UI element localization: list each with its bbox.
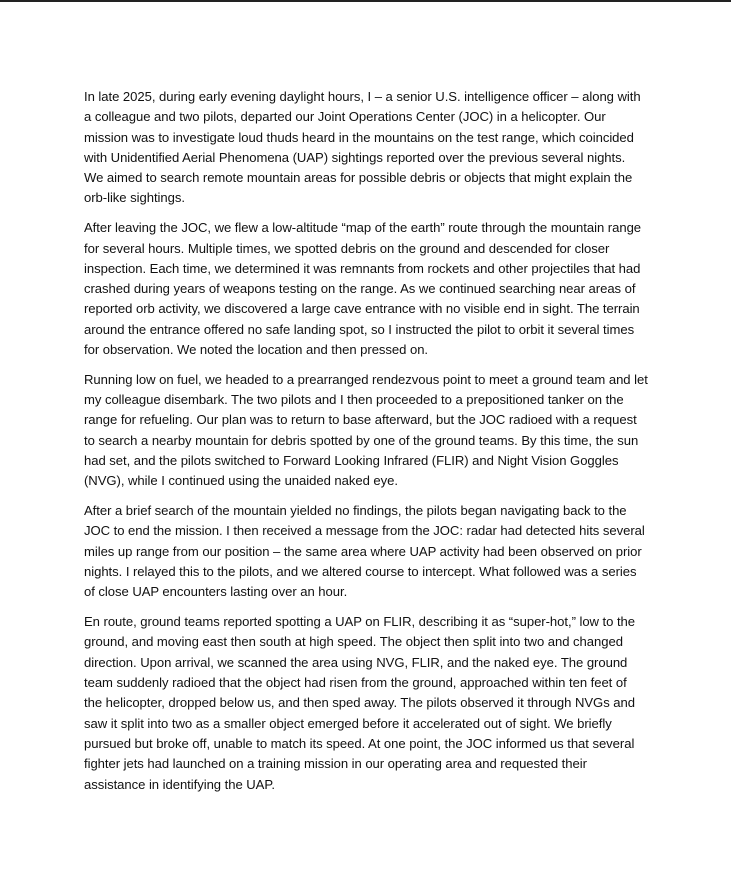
top-border-line	[0, 0, 731, 2]
paragraph-1: In late 2025, during early evening daylight hours, I – a senior U.S. intelligence officer – along with a colleague and two pilots, departed our Joint Operations Center (JOC) in a helicopter. Our mission was to investigate loud thuds heard in the mountains on the test range, which coincided with Unidentified Aerial Phenomena (UAP) sightings reported over the previous several nights. We aimed to search remote mountain areas for possible debris or objects that might explain the orb-like sightings.	[84, 89, 641, 206]
document-body	[84, 87, 648, 804]
paragraph-2: After leaving the JOC, we flew a low-altitude “map of the earth” route through the mountain range for several hours. Multiple times, we spotted debris on the ground and descended for closer inspection. Each time, we determined it was remnants from rockets and other projectiles that had crashed during years of weapons testing on the range. As we continued searching near areas of reported orb activity, we discovered a large cave entrance with no visible end in sight. The terrain around the entrance offered no safe landing spot, so I instructed the pilot to orbit it several times for observation. We noted the location and then pressed on.	[84, 220, 642, 358]
paragraph-4: After a brief search of the mountain yielded no findings, the pilots began navigating back to the JOC to end the mission. I then received a message from the JOC: radar had detected hits several miles up range from our position – the same area where UAP activity had been observed on prior nights. I relayed this to the pilots, and we altered course to intercept. What followed was a series of close UAP encounters lasting over an hour.	[84, 503, 645, 600]
paragraph-3: Running low on fuel, we headed to a prearranged rendezvous point to meet a ground team and let my colleague disembark. The two pilots and I then proceeded to a prepositioned tanker on the range for refueling. Our plan was to return to base afterward, but the JOC radioed with a request to search a nearby mountain for debris spotted by one of the ground teams. By this time, the sun had set, and the pilots switched to Forward Looking Infrared (FLIR) and Night Vision Goggles (NVG), while I continued using the unaided naked eye.	[84, 371, 648, 489]
paragraph-5: En route, ground teams reported spotting a UAP on FLIR, describing it as “super-hot,” low to the ground, and moving east then south at high speed. The object then split into two and changed direction. Upon arrival, we scanned the area using NVG, FLIR, and the naked eye. The ground team suddenly radioed that the object had risen from the ground, approached within ten feet of the helicopter, dropped below us, and then sped away. The pilots observed it through NVGs and saw it split into two as a smaller object emerged before it accelerated out of sight. We briefly pursued but broke off, unable to match its speed. At one point, the JOC informed us that several fighter jets had launched on a training mission in our operating area and requested their assistance in identifying the UAP.	[84, 614, 636, 792]
